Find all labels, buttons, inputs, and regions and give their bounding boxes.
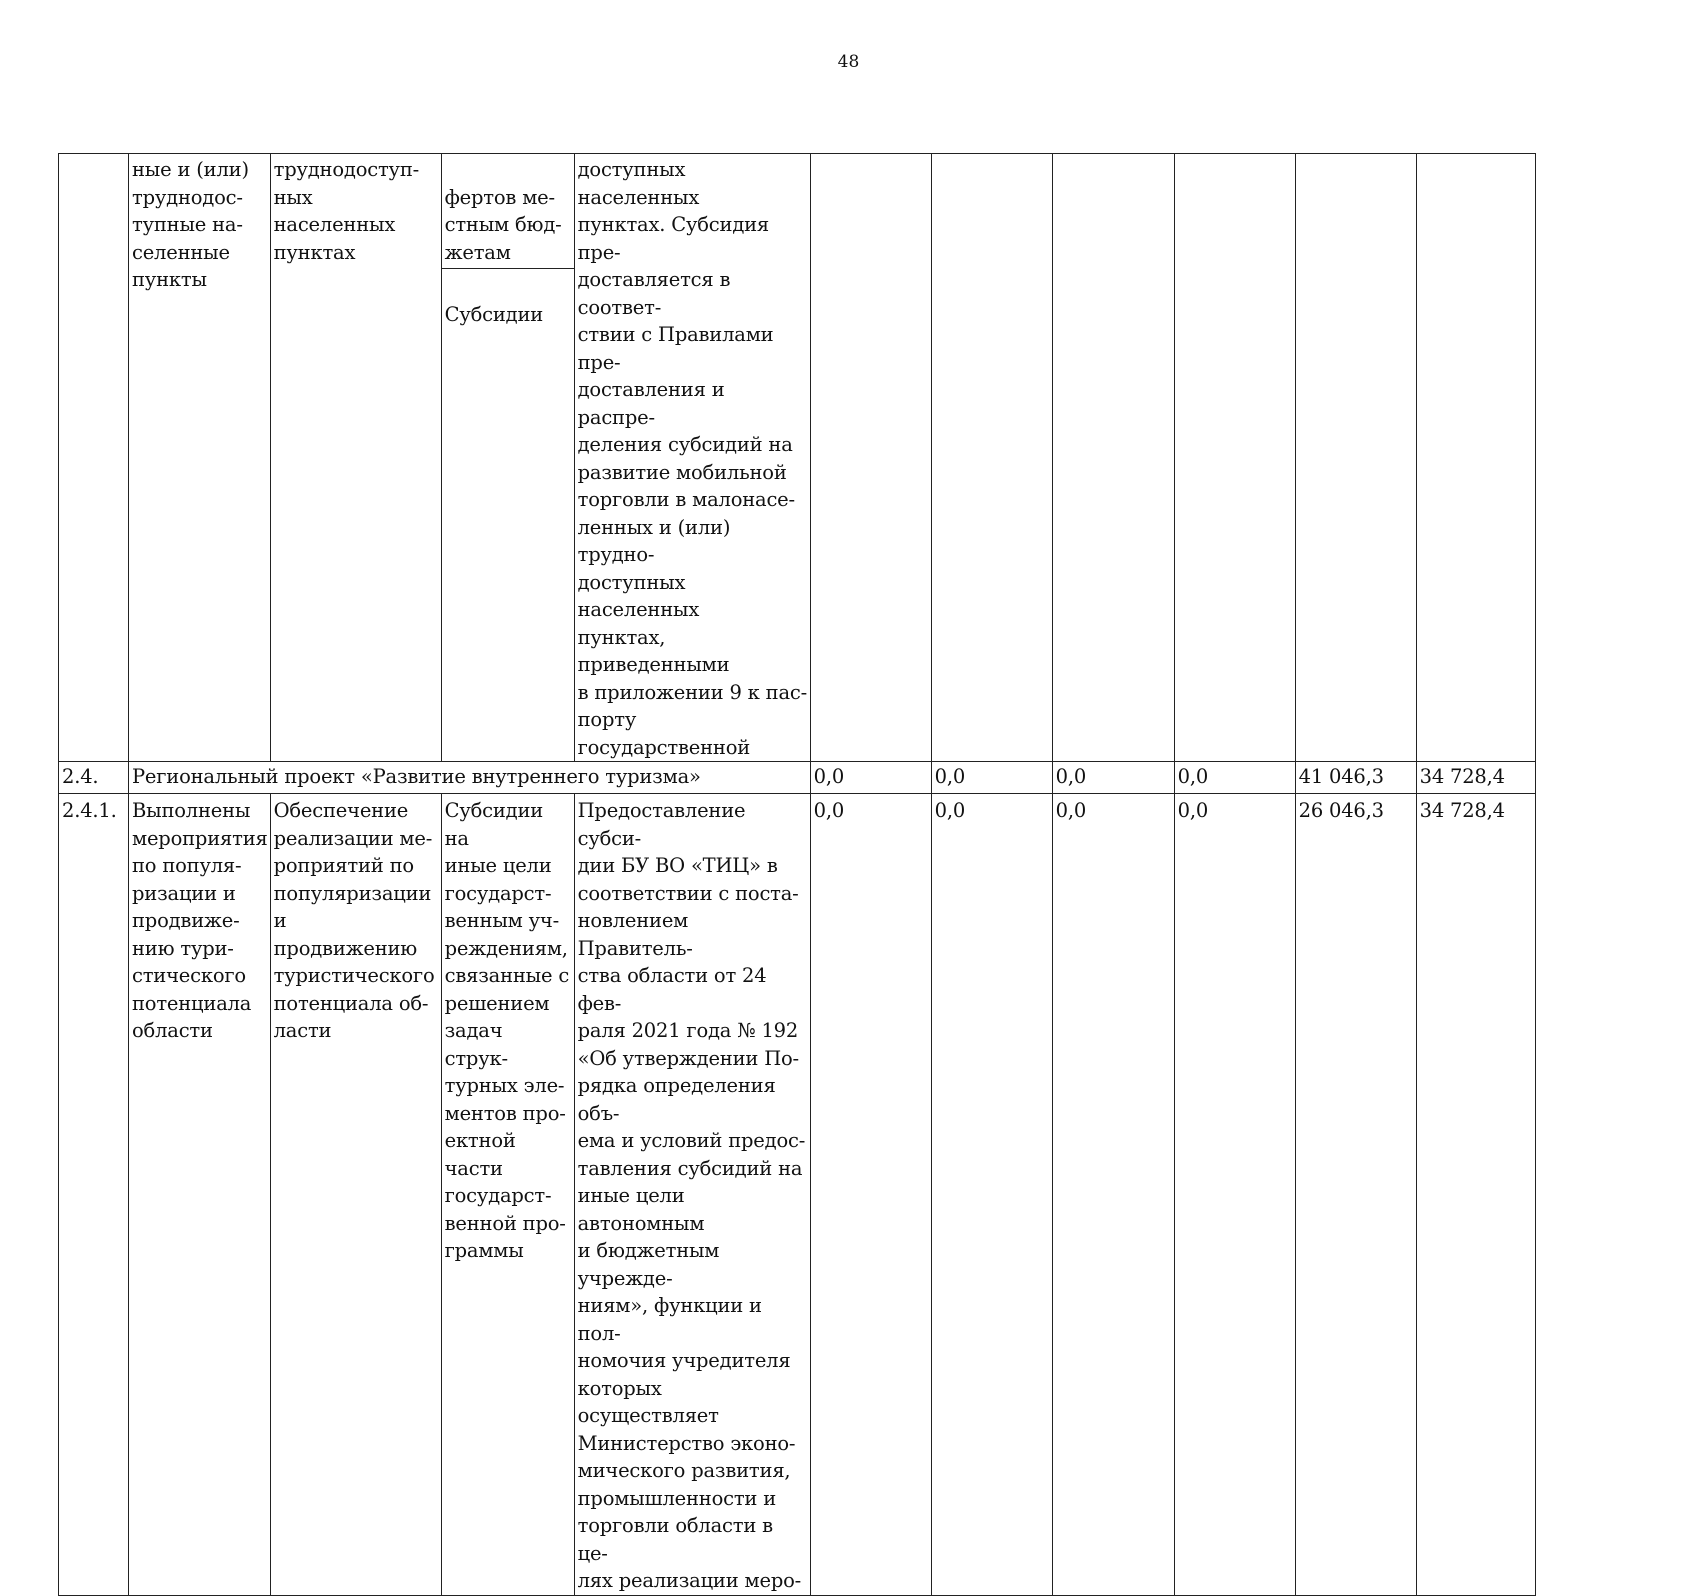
value-cell — [931, 154, 1052, 762]
value-cell — [1174, 154, 1295, 762]
result-cell: Выполнены мероприятия по популя- ризации и продвиже- нию тури- стического потенциала области — [129, 794, 271, 1596]
expense-type-bottom: Субсидии — [444, 302, 544, 326]
value-cell — [1416, 154, 1535, 762]
value-cell: 0,0 — [931, 794, 1052, 1596]
table-row — [59, 762, 1536, 794]
value-cell: 34 728,4 — [1416, 762, 1535, 794]
value-cell — [810, 154, 931, 762]
row-number-cell — [59, 154, 129, 762]
value-cell: 0,0 — [1052, 794, 1174, 1596]
value-cell: 0,0 — [1052, 762, 1174, 794]
mechanism-cell: доступных населенных пунктах. Субсидия пре- доставляется в соответ- ствии с Правилами пре- доставления и распре- деления субсидий на развитие мобильной торговли в малонасе- ленных и (или) трудно- доступных населенных пунктах, приведенными в приложении 9 к пас- порту государственной — [574, 154, 810, 762]
value-cell: 34 728,4 — [1416, 794, 1535, 1596]
row-number-cell: 2.4.1. — [59, 794, 129, 1596]
page-number: 48 — [837, 52, 860, 72]
expense-type-cell: Субсидии на иные цели государст- венным уч- реждениям, связанные с решением задач струк- турных эле- ментов про- ектной части государст- венной про- граммы — [441, 794, 574, 1596]
value-cell: 0,0 — [810, 794, 931, 1596]
table-row — [59, 154, 1536, 762]
expense-type-top: фертов ме- стным бюд- жетам — [442, 182, 574, 270]
description-cell: Обеспечение реализации ме- роприятий по популяризации и продвижению туристического потенциала об- ласти — [270, 794, 441, 1596]
project-title-cell: Региональный проект «Развитие внутреннего туризма» — [129, 762, 811, 794]
value-cell: 0,0 — [1174, 794, 1295, 1596]
value-cell — [1052, 154, 1174, 762]
table-row — [59, 794, 1536, 1596]
description-cell: труднодоступ- ных населенных пунктах — [270, 154, 441, 762]
value-cell — [1295, 154, 1416, 762]
value-cell: 0,0 — [1174, 762, 1295, 794]
row-number-cell: 2.4. — [59, 762, 129, 794]
program-table — [58, 153, 1536, 1596]
value-cell: 26 046,3 — [1295, 794, 1416, 1596]
value-cell: 0,0 — [931, 762, 1052, 794]
expense-type-cell — [441, 154, 574, 762]
result-cell: ные и (или) труднодос- тупные на- селенные пункты — [129, 154, 271, 762]
value-cell: 41 046,3 — [1295, 762, 1416, 794]
mechanism-cell: Предоставление субси- дии БУ ВО «ТИЦ» в соответствии с поста- новлением Правитель- ства области от 24 фев- раля 2021 года № 192 «Об утверждении По- рядка определения объ- ема и условий предос- тавления субсидий на иные цели автономным и бюджетным учрежде- ниям», функции и пол- номочия учредителя которых осуществляет Министерство эконо- мического развития, промышленности и торговли области в це- лях реализации меро- — [574, 794, 810, 1596]
value-cell: 0,0 — [810, 762, 931, 794]
